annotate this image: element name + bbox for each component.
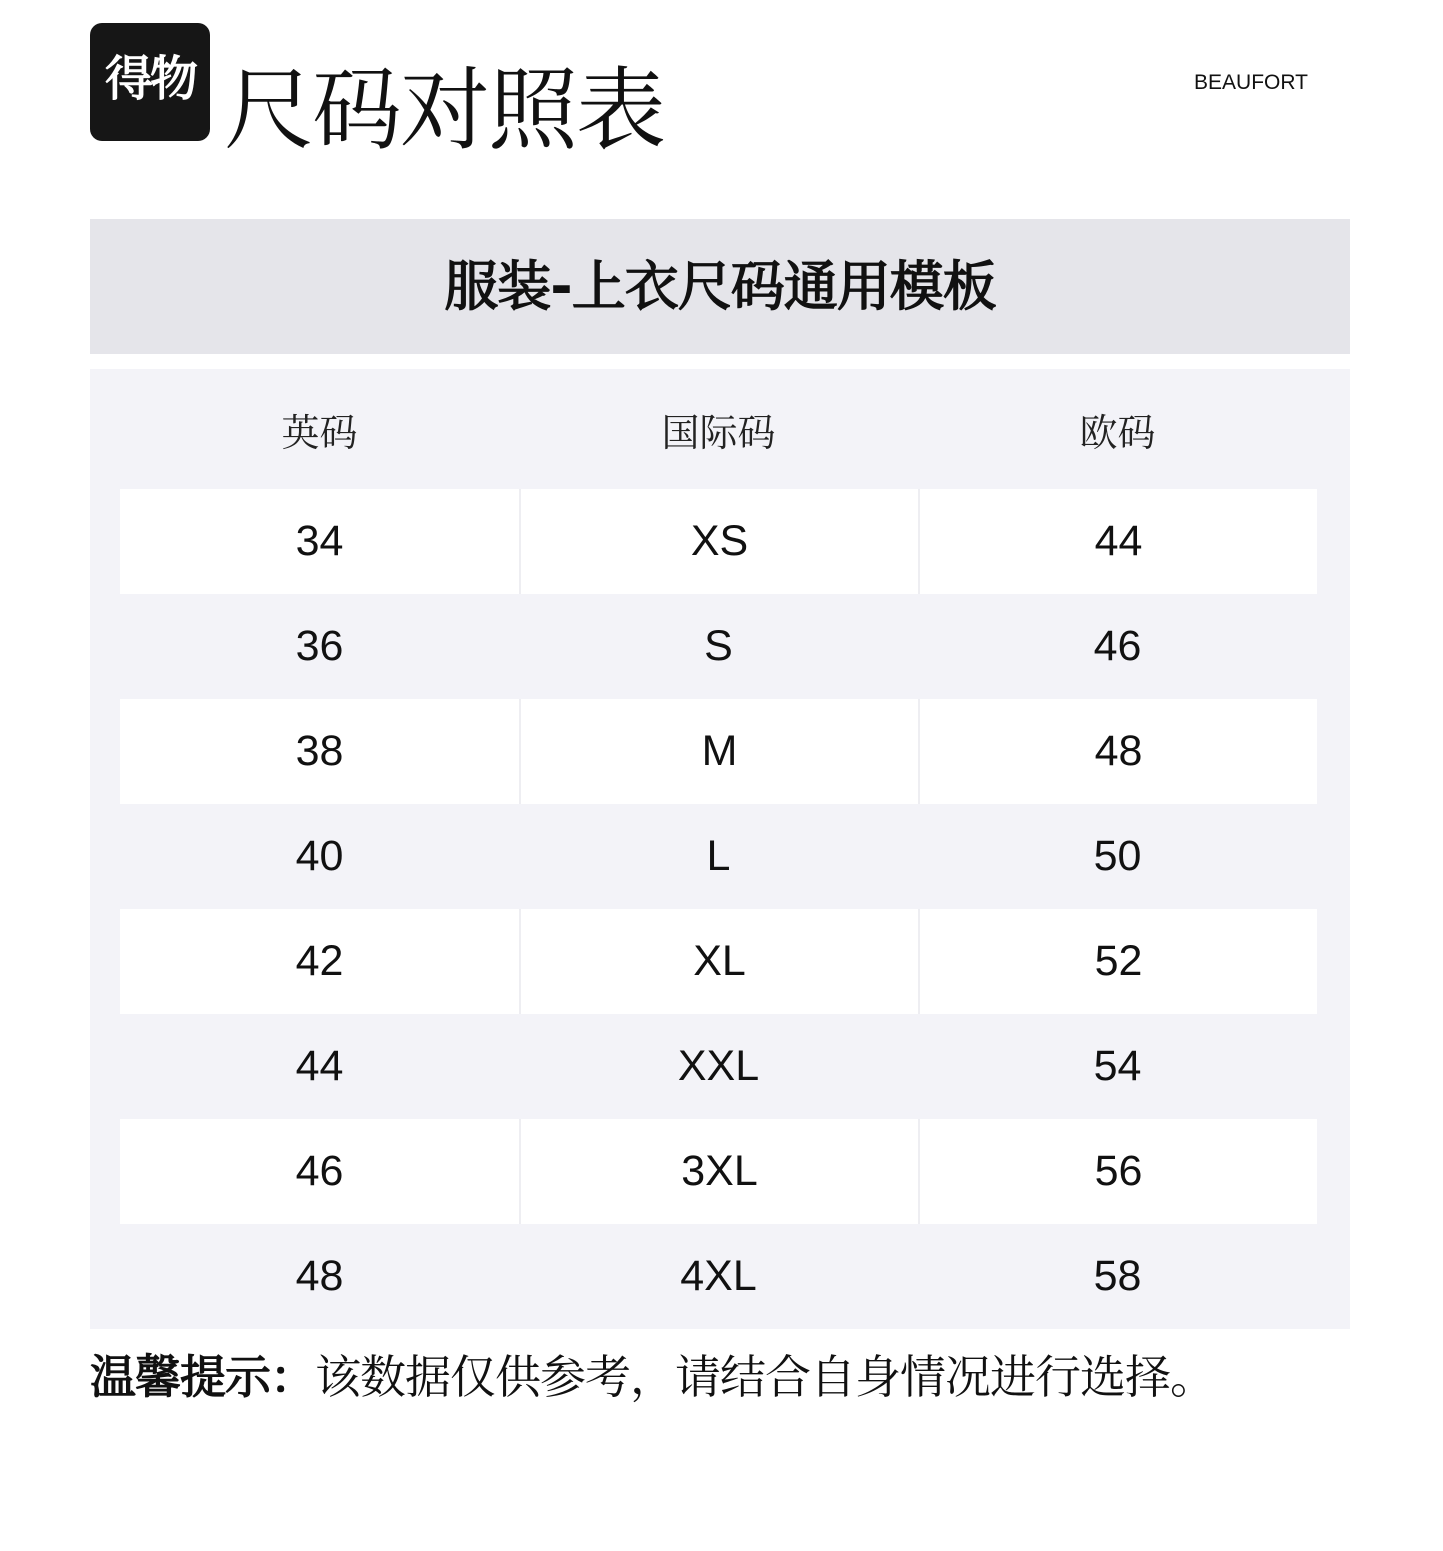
table-row: [120, 594, 1317, 699]
international-size-cell: M: [519, 699, 918, 804]
column-header-uk-size: 英码: [281, 410, 358, 455]
column-header-international-size: 国际码: [661, 410, 776, 455]
tip-label: 温馨提示：: [90, 1350, 315, 1404]
table-row: [120, 1119, 1317, 1224]
international-size-cell: 3XL: [519, 1119, 918, 1224]
dewu-logo: [90, 23, 210, 141]
uk-size-cell: 42: [120, 909, 519, 1014]
eu-size-cell: 58: [1093, 1252, 1142, 1300]
uk-size-cell: 36: [295, 622, 344, 670]
international-size-cell: XXL: [677, 1042, 760, 1090]
table-row: [120, 909, 1317, 1014]
size-table: [90, 369, 1350, 1329]
tip-note: [90, 1344, 1215, 1410]
tip-text: 该数据仅供参考，请结合自身情况进行选择。: [315, 1350, 1215, 1404]
uk-size-cell: 40: [295, 832, 344, 880]
uk-size-cell: 34: [120, 489, 519, 594]
international-size-cell: 4XL: [680, 1252, 757, 1300]
international-size-cell: XL: [519, 909, 918, 1014]
table-title-band: [90, 219, 1350, 354]
uk-size-cell: 48: [295, 1252, 344, 1300]
uk-size-cell: 46: [120, 1119, 519, 1224]
eu-size-cell: 50: [1093, 832, 1142, 880]
logo-text: 得物: [104, 51, 195, 107]
international-size-cell: S: [704, 622, 733, 670]
brand-name: BEAUFORT: [1194, 71, 1308, 94]
table-row: [120, 1014, 1317, 1119]
eu-size-cell: 46: [1093, 622, 1142, 670]
eu-size-cell: 48: [918, 699, 1317, 804]
table-header-row: [120, 369, 1317, 489]
eu-size-cell: 54: [1093, 1042, 1142, 1090]
table-row: [120, 699, 1317, 804]
eu-size-cell: 56: [918, 1119, 1317, 1224]
uk-size-cell: 38: [120, 699, 519, 804]
table-row: [120, 489, 1317, 594]
table-row: [120, 804, 1317, 909]
eu-size-cell: 52: [918, 909, 1317, 1014]
column-header-eu-size: 欧码: [1079, 410, 1156, 455]
international-size-cell: XS: [519, 489, 918, 594]
table-title: 服装-上衣尺码通用模板: [444, 254, 996, 318]
table-body: [120, 489, 1317, 1329]
uk-size-cell: 44: [295, 1042, 344, 1090]
page-title: 尺码对照表: [224, 58, 664, 163]
eu-size-cell: 44: [918, 489, 1317, 594]
international-size-cell: L: [706, 832, 731, 880]
table-row: [120, 1224, 1317, 1329]
